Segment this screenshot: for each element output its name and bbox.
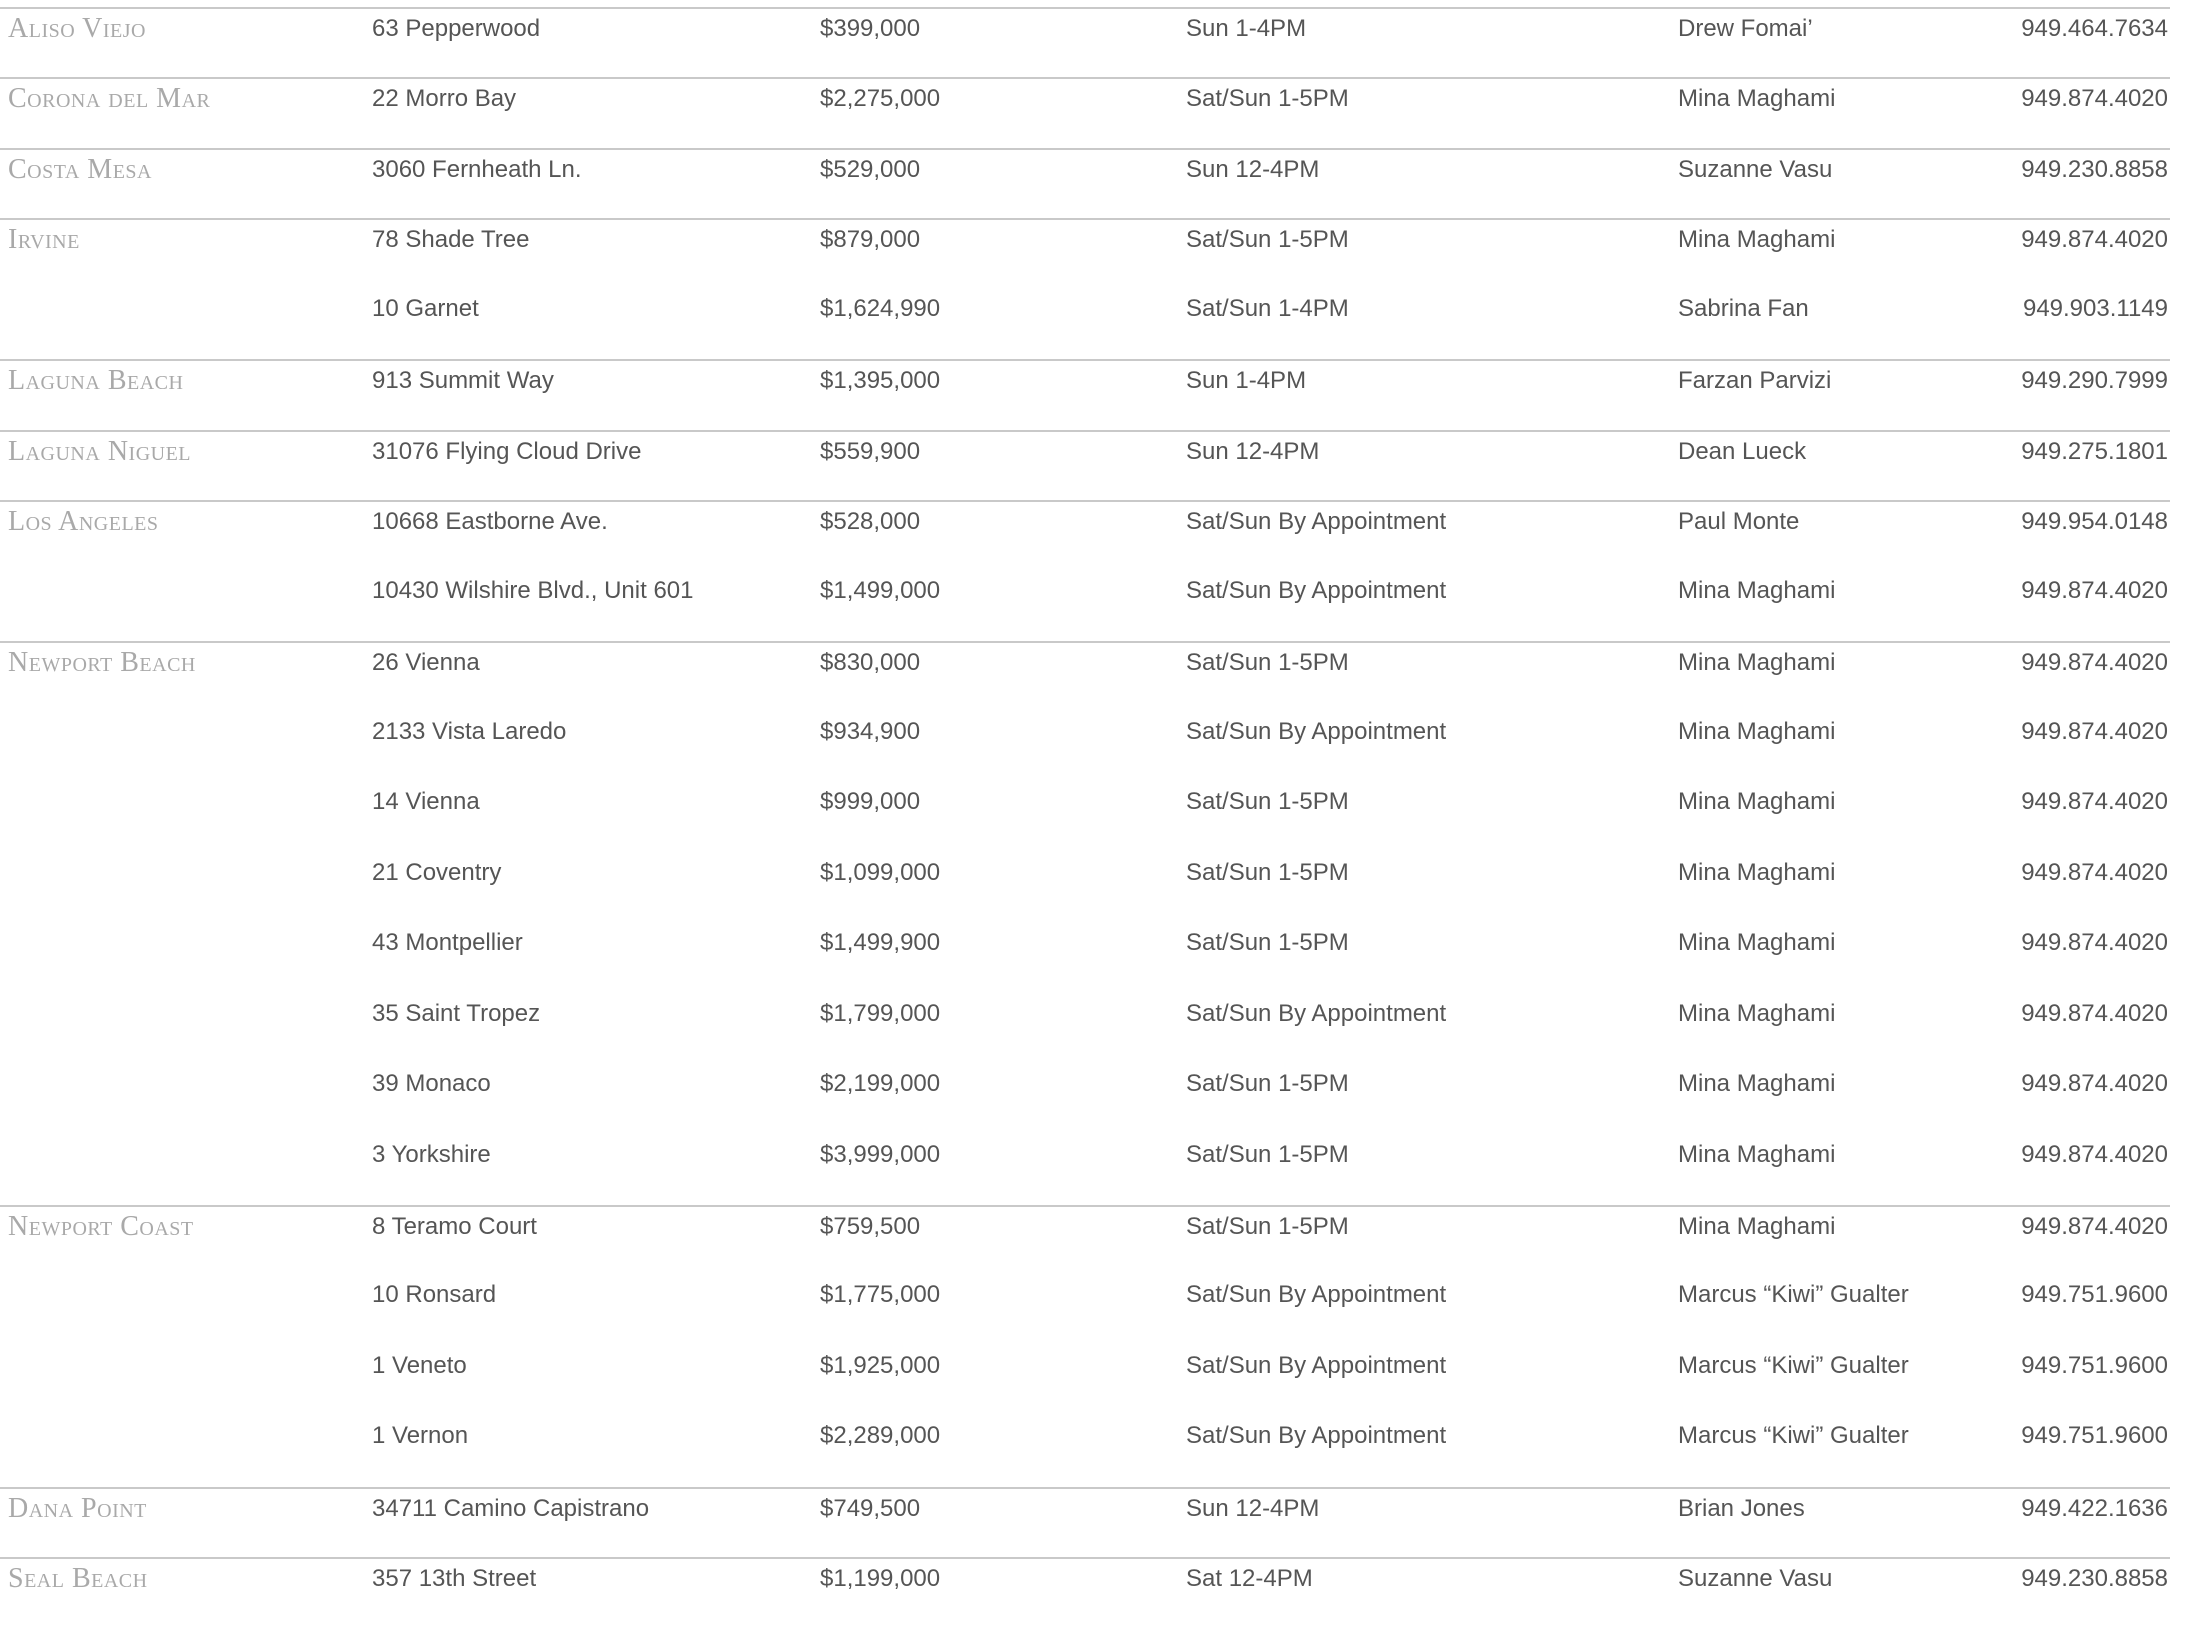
open-house-time: Sat/Sun 1-5PM — [1186, 1140, 1349, 1168]
listing-price: $1,499,000 — [820, 576, 941, 604]
city-heading: Dana Point — [8, 1492, 147, 1524]
listing-row — [0, 782, 2170, 852]
agent-name: Mina Maghami — [1678, 1070, 1836, 1098]
open-house-time: Sun 1-4PM — [1186, 15, 1307, 42]
agent-name: Marcus “Kiwi” Gualter — [1678, 1281, 1909, 1309]
city-heading: Laguna Niguel — [8, 435, 192, 467]
agent-name: Mina Maghami — [1678, 226, 1836, 254]
listing-price: $399,000 — [820, 15, 921, 42]
agent-name: Marcus “Kiwi” Gualter — [1678, 1351, 1909, 1379]
listing-address: 31076 Flying Cloud Drive — [372, 437, 642, 465]
agent-name: Mina Maghami — [1678, 929, 1836, 957]
agent-name: Mina Maghami — [1678, 576, 1836, 604]
listing-address: 3 Yorkshire — [372, 1140, 491, 1168]
listing-row — [0, 1064, 2170, 1134]
listing-price: $1,925,000 — [820, 1351, 941, 1379]
listing-price: $749,500 — [820, 1494, 921, 1522]
agent-phone: 949.230.8858 — [2021, 155, 2168, 183]
listing-address: 26 Vienna — [372, 649, 480, 677]
listing-row — [0, 994, 2170, 1064]
listing-price: $1,624,990 — [820, 294, 941, 322]
agent-name: Drew Fomai’ — [1678, 15, 1813, 42]
listing-row — [0, 571, 2170, 641]
listing-address: 3060 Fernheath Ln. — [372, 155, 582, 183]
listing-price: $3,999,000 — [820, 1140, 941, 1168]
agent-phone: 949.874.4020 — [2021, 576, 2168, 604]
listing-address: 913 Summit Way — [372, 367, 554, 395]
city-heading: Irvine — [8, 224, 80, 256]
listing-row — [0, 77, 2170, 147]
agent-phone: 949.874.4020 — [2021, 1070, 2168, 1098]
listing-address: 35 Saint Tropez — [372, 999, 541, 1027]
listing-price: $1,199,000 — [820, 1565, 941, 1593]
listing-price: $934,900 — [820, 717, 921, 745]
open-house-time: Sat/Sun 1-5PM — [1186, 1212, 1349, 1240]
city-heading: Laguna Beach — [8, 365, 184, 397]
city-heading: Seal Beach — [8, 1563, 148, 1595]
open-house-time: Sat 12-4PM — [1186, 1565, 1313, 1593]
listing-address: 78 Shade Tree — [372, 226, 530, 254]
listing-price: $1,775,000 — [820, 1281, 941, 1309]
listing-address: 63 Pepperwood — [372, 15, 541, 42]
agent-phone: 949.954.0148 — [2021, 508, 2168, 536]
listing-address: 34711 Camino Capistrano — [372, 1494, 650, 1522]
open-house-time: Sat/Sun 1-5PM — [1186, 788, 1349, 816]
open-house-time: Sat/Sun By Appointment — [1186, 1281, 1447, 1309]
agent-phone: 949.751.9600 — [2021, 1351, 2168, 1379]
listing-row — [0, 359, 2170, 429]
agent-name: Mina Maghami — [1678, 717, 1836, 745]
listing-price: $830,000 — [820, 649, 921, 677]
city-heading: Costa Mesa — [8, 153, 152, 185]
agent-name: Mina Maghami — [1678, 649, 1836, 677]
listing-address: 39 Monaco — [372, 1070, 491, 1098]
city-heading: Los Angeles — [8, 506, 159, 538]
listing-row — [0, 1346, 2170, 1416]
open-house-time: Sun 1-4PM — [1186, 367, 1307, 395]
agent-phone: 949.751.9600 — [2021, 1281, 2168, 1309]
listing-row — [0, 7, 2170, 77]
open-house-time: Sun 12-4PM — [1186, 437, 1320, 465]
open-house-time: Sat/Sun 1-5PM — [1186, 226, 1349, 254]
listing-address: 21 Coventry — [372, 858, 502, 886]
agent-phone: 949.874.4020 — [2021, 999, 2168, 1027]
agent-name: Paul Monte — [1678, 508, 1800, 536]
agent-phone: 949.874.4020 — [2021, 226, 2168, 254]
agent-phone: 949.874.4020 — [2021, 788, 2168, 816]
open-house-time: Sat/Sun 1-5PM — [1186, 649, 1349, 677]
agent-name: Mina Maghami — [1678, 1212, 1836, 1240]
listing-price: $999,000 — [820, 788, 921, 816]
agent-name: Dean Lueck — [1678, 437, 1807, 465]
listing-price: $2,199,000 — [820, 1070, 941, 1098]
listing-address: 357 13th Street — [372, 1565, 537, 1593]
agent-name: Mina Maghami — [1678, 858, 1836, 886]
open-house-time: Sat/Sun By Appointment — [1186, 999, 1447, 1027]
listing-address: 22 Morro Bay — [372, 85, 517, 113]
listing-row — [0, 148, 2170, 218]
agent-phone: 949.903.1149 — [2022, 294, 2168, 322]
agent-phone: 949.275.1801 — [2021, 437, 2168, 465]
listing-price: $528,000 — [820, 508, 921, 536]
agent-name: Mina Maghami — [1678, 1140, 1836, 1168]
agent-name: Sabrina Fan — [1678, 294, 1809, 322]
agent-phone: 949.422.1636 — [2021, 1494, 2168, 1522]
listing-address: 1 Veneto — [372, 1351, 467, 1379]
listing-price: $2,289,000 — [820, 1422, 941, 1450]
listing-price: $1,395,000 — [820, 367, 941, 395]
listing-row — [0, 289, 2170, 359]
listing-address: 2133 Vista Laredo — [372, 717, 567, 745]
agent-name: Suzanne Vasu — [1678, 155, 1833, 183]
open-house-time: Sun 12-4PM — [1186, 1494, 1320, 1522]
city-heading: Newport Beach — [8, 647, 196, 679]
listing-price: $1,499,900 — [820, 929, 941, 957]
agent-name: Marcus “Kiwi” Gualter — [1678, 1422, 1909, 1450]
listing-row — [0, 853, 2170, 923]
agent-phone: 949.874.4020 — [2021, 858, 2168, 886]
listing-address: 10 Garnet — [372, 294, 479, 322]
agent-phone: 949.230.8858 — [2021, 1565, 2168, 1593]
open-house-time: Sat/Sun By Appointment — [1186, 717, 1447, 745]
listing-price: $529,000 — [820, 155, 921, 183]
agent-phone: 949.874.4020 — [2021, 929, 2168, 957]
listing-row — [0, 712, 2170, 782]
listing-price: $1,099,000 — [820, 858, 941, 886]
agent-phone: 949.290.7999 — [2021, 367, 2168, 395]
listing-address: 10668 Eastborne Ave. — [372, 508, 608, 536]
listing-row — [0, 1275, 2170, 1345]
listing-price: $1,799,000 — [820, 999, 941, 1027]
listing-row — [0, 1487, 2170, 1557]
open-house-listing-table — [0, 7, 2170, 1628]
open-house-time: Sun 12-4PM — [1186, 155, 1320, 183]
agent-phone: 949.874.4020 — [2021, 1140, 2168, 1168]
listing-address: 10430 Wilshire Blvd., Unit 601 — [372, 576, 694, 604]
open-house-time: Sat/Sun By Appointment — [1186, 508, 1447, 536]
listing-row — [0, 923, 2170, 993]
agent-name: Mina Maghami — [1678, 788, 1836, 816]
listing-price: $879,000 — [820, 226, 921, 254]
open-house-time: Sat/Sun By Appointment — [1186, 1422, 1447, 1450]
listing-address: 14 Vienna — [372, 788, 480, 816]
agent-phone: 949.874.4020 — [2021, 85, 2168, 113]
open-house-time: Sat/Sun 1-4PM — [1186, 294, 1349, 322]
city-heading: Corona del Mar — [8, 83, 211, 115]
listing-price: $759,500 — [820, 1212, 921, 1240]
agent-name: Mina Maghami — [1678, 85, 1836, 113]
listing-row — [0, 430, 2170, 500]
listing-price: $2,275,000 — [820, 85, 941, 113]
agent-name: Brian Jones — [1678, 1494, 1805, 1522]
city-heading: Newport Coast — [8, 1210, 194, 1242]
listing-address: 8 Teramo Court — [372, 1212, 537, 1240]
listing-address: 43 Montpellier — [372, 929, 523, 957]
open-house-time: Sat/Sun By Appointment — [1186, 576, 1447, 604]
listing-row — [0, 1135, 2170, 1205]
agent-phone: 949.874.4020 — [2021, 717, 2168, 745]
listing-address: 1 Vernon — [372, 1422, 469, 1450]
listing-address: 10 Ronsard — [372, 1281, 497, 1309]
listing-row — [0, 218, 2170, 288]
agent-name: Suzanne Vasu — [1678, 1565, 1833, 1593]
open-house-time: Sat/Sun 1-5PM — [1186, 85, 1349, 113]
open-house-time: Sat/Sun 1-5PM — [1186, 858, 1349, 886]
open-house-time: Sat/Sun By Appointment — [1186, 1351, 1447, 1379]
listing-row — [0, 1205, 2170, 1275]
agent-phone: 949.874.4020 — [2021, 1212, 2168, 1240]
agent-name: Mina Maghami — [1678, 999, 1836, 1027]
agent-name: Farzan Parvizi — [1678, 367, 1832, 395]
agent-phone: 949.874.4020 — [2021, 649, 2168, 677]
open-house-time: Sat/Sun 1-5PM — [1186, 1070, 1349, 1098]
listing-row — [0, 500, 2170, 570]
open-house-time: Sat/Sun 1-5PM — [1186, 929, 1349, 957]
city-heading: Aliso Viejo — [8, 13, 146, 44]
listing-row — [0, 1416, 2170, 1486]
agent-phone: 949.464.7634 — [2021, 15, 2168, 42]
agent-phone: 949.751.9600 — [2021, 1422, 2168, 1450]
listing-row — [0, 641, 2170, 711]
listing-price: $559,900 — [820, 437, 921, 465]
listing-row — [0, 1557, 2170, 1627]
